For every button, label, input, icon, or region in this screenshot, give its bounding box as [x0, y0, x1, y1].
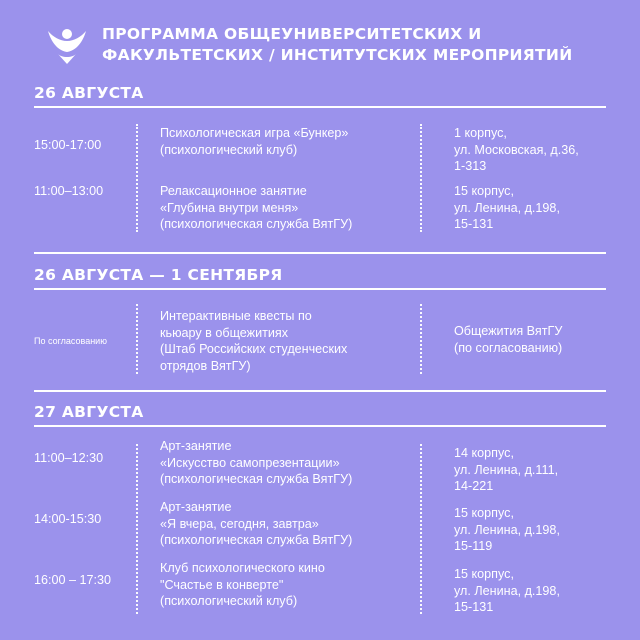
- location-line: 14-221: [454, 479, 494, 493]
- event-line: «Я вчера, сегодня, завтра»: [160, 516, 319, 531]
- event-line: Релаксационное занятие: [160, 184, 307, 198]
- event-line: (психологическая служба ВятГУ): [160, 533, 353, 547]
- section-divider: [34, 288, 606, 290]
- event-description: [160, 438, 352, 488]
- location-line: ул. Ленина, д.198,: [454, 583, 560, 598]
- section-divider: [34, 106, 606, 108]
- column-divider: [136, 124, 138, 232]
- event-line: Интерактивные квесты по: [160, 309, 312, 323]
- event-description: [160, 499, 352, 549]
- event-location: [454, 566, 560, 616]
- location-line: 1 корпус,: [454, 126, 507, 140]
- location-line: (по согласованию): [454, 340, 563, 355]
- location-line: ул. Ленина, д.198,: [454, 200, 560, 215]
- location-line: ул. Московская, д.36,: [454, 142, 579, 157]
- section-heading: 26 АВГУСТА: [34, 84, 144, 102]
- event-time: 15:00-17:00: [34, 138, 102, 152]
- event-description: [160, 308, 347, 374]
- event-location: [454, 445, 558, 495]
- event-description: [160, 125, 348, 158]
- event-line: «Глубина внутри меня»: [160, 200, 299, 215]
- event-location: [454, 505, 560, 555]
- event-location: [454, 125, 579, 175]
- event-line: Арт-занятие: [160, 500, 232, 514]
- header: [44, 24, 572, 66]
- event-line: (психологический клуб): [160, 142, 298, 157]
- location-line: 14 корпус,: [454, 446, 514, 460]
- location-line: 15 корпус,: [454, 506, 514, 520]
- event-line: "Счастье в конверте": [160, 577, 284, 592]
- location-line: 1-313: [454, 159, 487, 173]
- page-title: [102, 24, 572, 66]
- event-time: 16:00 – 17:30: [34, 573, 112, 587]
- column-divider: [420, 304, 422, 374]
- title-line: ФАКУЛЬТЕТСКИХ / ИНСТИТУТСКИХ МЕРОПРИЯТИЙ: [102, 46, 573, 64]
- section-divider: [34, 425, 606, 427]
- location-line: ул. Ленина, д.198,: [454, 522, 560, 537]
- location-line: Общежития ВятГУ: [454, 324, 563, 338]
- event-line: (Штаб Российских студенческих: [160, 342, 348, 356]
- section-heading: 26 АВГУСТА — 1 СЕНТЯБРЯ: [34, 266, 283, 284]
- column-divider: [136, 444, 138, 614]
- section-divider: [34, 252, 606, 254]
- event-line: «Искусство самопрезентации»: [160, 455, 340, 470]
- section-divider: [34, 390, 606, 392]
- event-time: 14:00-15:30: [34, 512, 102, 526]
- column-divider: [420, 124, 422, 232]
- title-line: ПРОГРАММА ОБЩЕУНИВЕРСИТЕТСКИХ И: [102, 25, 482, 43]
- event-line: (психологическая служба ВятГУ): [160, 472, 353, 486]
- event-time: По согласованию: [34, 336, 107, 346]
- event-line: отрядов ВятГУ): [160, 358, 251, 373]
- event-line: (психологическая служба ВятГУ): [160, 217, 353, 231]
- event-description: [160, 560, 325, 610]
- column-divider: [136, 304, 138, 374]
- event-line: кьюару в общежитиях: [160, 325, 289, 340]
- location-line: 15-131: [454, 600, 494, 614]
- event-line: Арт-занятие: [160, 439, 232, 453]
- event-line: Психологическая игра «Бункер»: [160, 126, 349, 140]
- event-description: [160, 183, 352, 233]
- university-logo-icon: [44, 25, 90, 65]
- event-location: [454, 183, 560, 233]
- location-line: 15 корпус,: [454, 567, 514, 581]
- event-line: Клуб психологического кино: [160, 561, 325, 575]
- location-line: ул. Ленина, д.111,: [454, 462, 559, 477]
- location-line: 15-119: [454, 539, 493, 553]
- event-time: 11:00–12:30: [34, 451, 104, 465]
- event-time: 11:00–13:00: [34, 184, 104, 198]
- section-heading: 27 АВГУСТА: [34, 403, 144, 421]
- location-line: 15-131: [454, 217, 494, 231]
- column-divider: [420, 444, 422, 614]
- event-line: (психологический клуб): [160, 594, 298, 608]
- event-location: [454, 323, 562, 356]
- location-line: 15 корпус,: [454, 184, 514, 198]
